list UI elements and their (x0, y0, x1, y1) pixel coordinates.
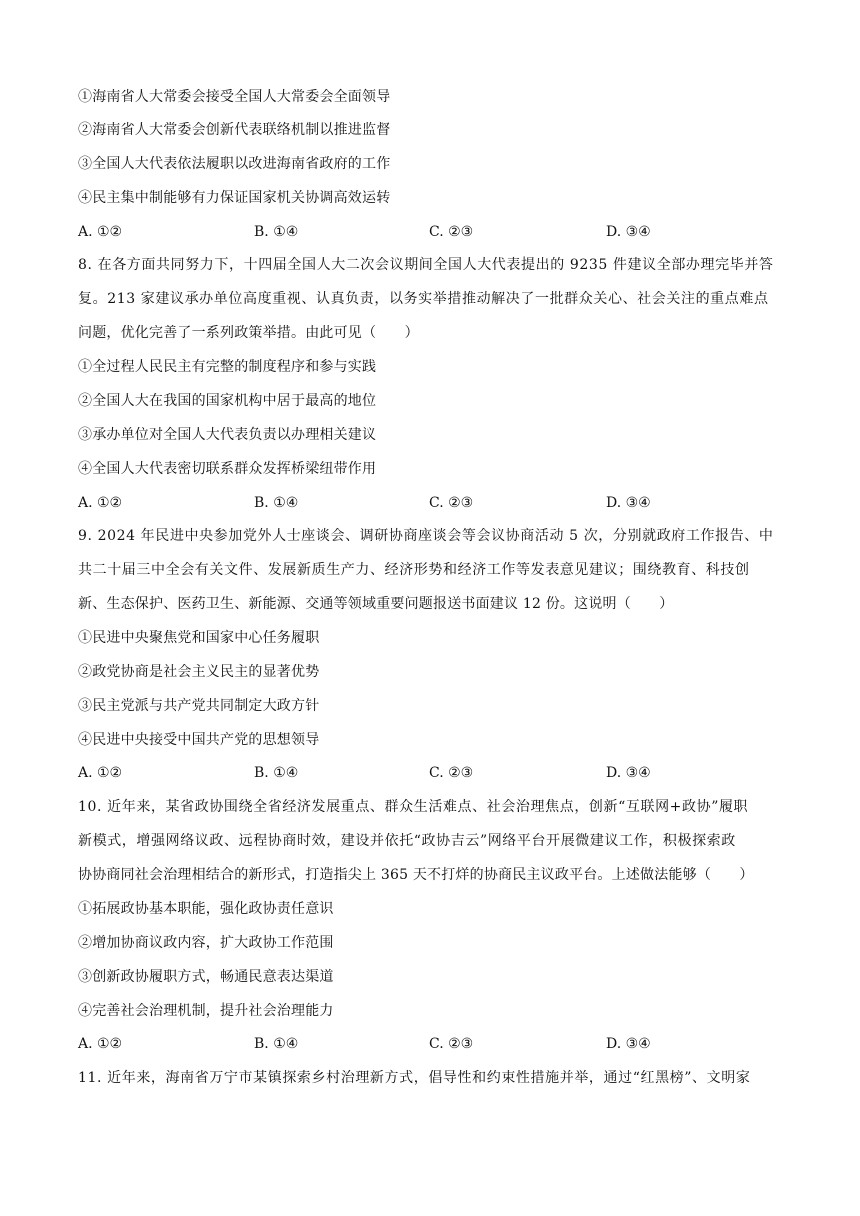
q7-option-d[interactable]: D. ③④ (606, 224, 651, 240)
q9-statement-2: ②政党协商是社会主义民主的显著优势 (78, 664, 320, 680)
q7-option-c[interactable]: C. ②③ (429, 224, 474, 240)
q10-options (78, 1034, 798, 1054)
q8-option-b[interactable]: B. ①④ (254, 495, 299, 511)
q10-option-c[interactable]: C. ②③ (429, 1036, 474, 1052)
q8-statement-1: ①全过程人民民主有完整的制度程序和参与实践 (78, 359, 377, 375)
q7-statement-1: ①海南省人大常委会接受全国人大常委会全面领导 (78, 89, 391, 105)
q9-option-b[interactable]: B. ①④ (254, 765, 299, 781)
q10-statement-1: ①拓展政协基本职能，强化政协责任意识 (78, 901, 334, 917)
q9-option-c[interactable]: C. ②③ (429, 765, 474, 781)
q8-option-a[interactable]: A. ①② (78, 495, 123, 511)
q8-text-line-2: 复。213 家建议承办单位高度重视、认真负责，以务实举措推动解决了一批群众关心、社会关注的重点难点 (78, 291, 769, 307)
q9-statement-1: ①民进中央聚焦党和国家中心任务履职 (78, 630, 320, 646)
q8-statement-2: ②全国人大在我国的国家机构中居于最高的地位 (78, 393, 377, 409)
q9-option-a[interactable]: A. ①② (78, 765, 123, 781)
q9-options (78, 763, 798, 783)
q9-option-d[interactable]: D. ③④ (606, 765, 651, 781)
q10-text-line-3: 协协商同社会治理相结合的新形式，打造指尖上 365 天不打烊的协商民主议政平台。上述做法能够（ ） (78, 867, 754, 883)
q9-text-line-3: 新、生态保护、医药卫生、新能源、交通等领域重要问题报送书面建议 12 份。这说明（ ） (78, 596, 674, 612)
q10-text-line-1: 10. 近年来，某省政协围绕全省经济发展重点、群众生活难点、社会治理焦点，创新“互联网+政协”履职 (78, 799, 749, 815)
q8-statement-4: ④全国人大代表密切联系群众发挥桥梁纽带作用 (78, 461, 377, 477)
q8-text-line-1: 8. 在各方面共同努力下，十四届全国人大二次会议期间全国人大代表提出的 9235 件建议全部办理完毕并答 (78, 257, 774, 273)
q10-option-d[interactable]: D. ③④ (606, 1036, 651, 1052)
q9-statement-4: ④民进中央接受中国共产党的思想领导 (78, 732, 320, 748)
q9-text-line-1: 9. 2024 年民进中央参加党外人士座谈会、调研协商座谈会等会议协商活动 5 次，分别就政府工作报告、中 (78, 528, 774, 544)
q10-text-line-2: 新模式，增强网络议政、远程协商时效，建设并依托“政协吉云”网络平台开展微建议工作，积极探索政 (78, 833, 736, 849)
q10-option-a[interactable]: A. ①② (78, 1036, 123, 1052)
q7-statement-2: ②海南省人大常委会创新代表联络机制以推进监督 (78, 122, 391, 138)
q7-options (78, 222, 798, 242)
q11-text-line-1: 11. 近年来，海南省万宁市某镇探索乡村治理新方式，倡导性和约束性措施并举，通过“红黑榜”、文明家 (78, 1070, 751, 1086)
q10-statement-4: ④完善社会治理机制，提升社会治理能力 (78, 1003, 334, 1019)
q9-text-line-2: 共二十届三中全会有关文件、发展新质生产力、经济形势和经济工作等发表意见建议；围绕教育、科技创 (78, 562, 750, 578)
q9-statement-3: ③民主党派与共产党共同制定大政方针 (78, 698, 320, 714)
q7-option-a[interactable]: A. ①② (78, 224, 123, 240)
q10-statement-2: ②增加协商议政内容，扩大政协工作范围 (78, 935, 334, 951)
q8-statement-3: ③承办单位对全国人大代表负责以办理相关建议 (78, 427, 377, 443)
q10-statement-3: ③创新政协履职方式，畅通民意表达渠道 (78, 969, 334, 985)
q7-statement-3: ③全国人大代表依法履职以改进海南省政府的工作 (78, 156, 391, 172)
q8-text-line-3: 问题，优化完善了一系列政策举措。由此可见（ ） (78, 325, 419, 341)
q7-option-b[interactable]: B. ①④ (254, 224, 299, 240)
q10-option-b[interactable]: B. ①④ (254, 1036, 299, 1052)
q8-option-d[interactable]: D. ③④ (606, 495, 651, 511)
q8-options (78, 493, 798, 513)
q8-option-c[interactable]: C. ②③ (429, 495, 474, 511)
q7-statement-4: ④民主集中制能够有力保证国家机关协调高效运转 (78, 190, 391, 206)
